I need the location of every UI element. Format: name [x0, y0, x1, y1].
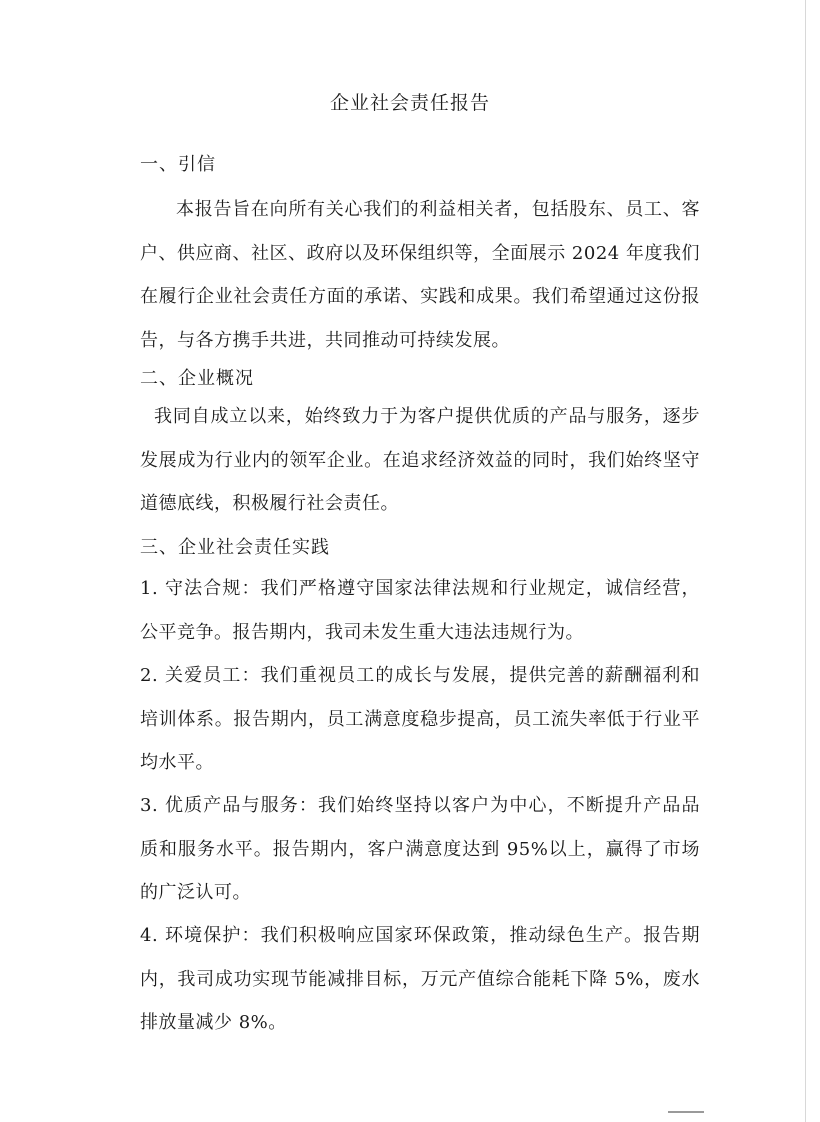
practice-item-compliance: 1. 守法合规：我们严格遵守国家法律法规和行业规定，诚信经营，公平竞争。报告期内，我司未发生重大违法违规行为。 — [140, 578, 700, 643]
page-edge-line — [805, 0, 806, 1122]
scan-artifact-mark — [668, 1108, 708, 1116]
section-heading-csr-practice: 三、企业社会责任实践 — [140, 537, 330, 558]
introduction-paragraph: 本报告旨在向所有关心我们的利益相关者，包括股东、员工、客户、供应商、社区、政府以及环保组织等，全面展示 2024 年度我们在履行企业社会责任方面的承诺、实践和成果。我们希望通过这份报告，与各方携手共进，共同推动可持续发展。 — [140, 199, 700, 351]
section-heading-introduction: 一、引信 — [140, 154, 216, 175]
document-title: 企业社会责任报告 — [329, 92, 490, 114]
section-heading-overview: 二、企业概况 — [140, 368, 254, 389]
practice-item-quality: 3. 优质产品与服务：我们始终坚持以客户为中心，不断提升产品品质和服务水平。报告期内，客户满意度达到 95%以上，赢得了市场的广泛认可。 — [140, 795, 700, 903]
practice-item-environment: 4. 环境保护：我们积极响应国家环保政策，推动绿色生产。报告期内，我司成功实现节能减排目标，万元产值综合能耗下降 5%，废水排放量减少 8%。 — [140, 925, 700, 1033]
overview-paragraph: 我同自成立以来，始终致力于为客户提供优质的产品与服务，逐步发展成为行业内的领军企业。在追求经济效益的同时，我们始终坚守道德底线，积极履行社会责任。 — [140, 406, 700, 514]
practice-item-employees: 2. 关爱员工：我们重视员工的成长与发展，提供完善的薪酬福利和培训体系。报告期内，员工满意度稳步提高，员工流失率低于行业平均水平。 — [140, 665, 700, 773]
